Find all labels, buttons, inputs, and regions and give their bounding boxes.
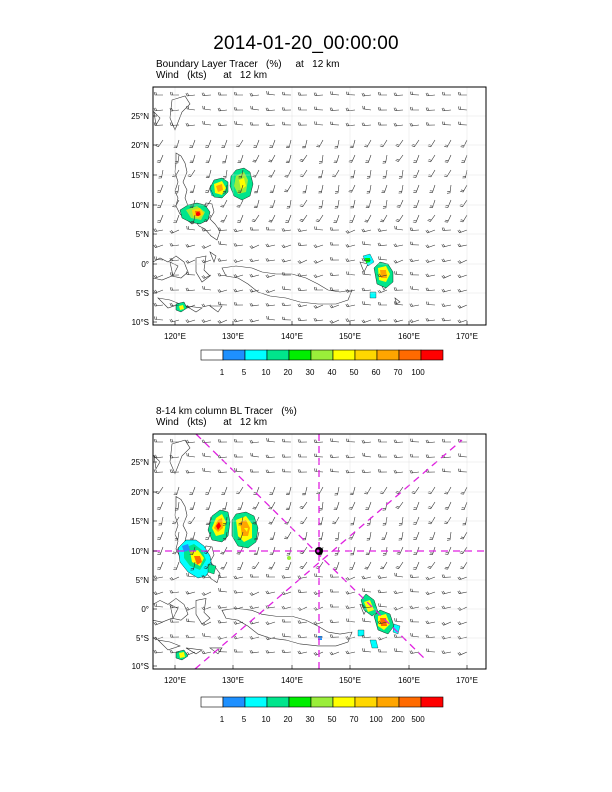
lat-tick-label: 15°N	[131, 171, 149, 180]
colorbar-label: 60	[371, 368, 381, 377]
colorbar-label: 20	[283, 715, 293, 724]
colorbar-swatch	[399, 350, 421, 360]
cross-section-center-dot	[317, 550, 320, 553]
colorbar-swatch	[333, 350, 355, 360]
panel2-colorbar-labels	[220, 715, 425, 724]
colorbar-swatch	[355, 350, 377, 360]
panel2-title: 8-14 km column BL Tracer (%)	[156, 406, 297, 417]
lon-tick-label: 160°E	[398, 676, 420, 685]
panel1-colorbar	[201, 350, 443, 360]
panel2-colorbar	[201, 697, 443, 707]
lon-tick-label: 130°E	[222, 676, 244, 685]
lat-tick-label: 5°N	[135, 576, 149, 585]
lon-tick-label: 140°E	[281, 676, 303, 685]
colorbar-label: 50	[327, 715, 337, 724]
lat-tick-label: 0°	[141, 260, 149, 269]
colorbar-label: 70	[393, 368, 403, 377]
colorbar-swatch	[245, 697, 267, 707]
colorbar-swatch	[421, 697, 443, 707]
colorbar-label: 5	[241, 715, 247, 724]
panel1-map	[131, 87, 486, 341]
lat-tick-label: 20°N	[131, 141, 149, 150]
panel2-lon-tick-labels	[164, 676, 478, 685]
lat-tick-label: 15°N	[131, 517, 149, 526]
colorbar-swatch	[399, 697, 421, 707]
colorbar-swatch	[311, 697, 333, 707]
colorbar-swatch	[267, 697, 289, 707]
colorbar-swatch	[289, 697, 311, 707]
panel1-lat-tick-labels	[131, 112, 149, 327]
colorbar-label: 100	[369, 715, 383, 724]
lat-tick-label: 10°S	[131, 318, 149, 327]
colorbar-label: 1	[219, 368, 225, 377]
figure-title: 2014-01-20_00:00:00	[213, 33, 399, 54]
lon-tick-label: 120°E	[164, 676, 186, 685]
panel2-lat-tick-labels	[131, 458, 149, 671]
colorbar-label: 10	[261, 715, 271, 724]
colorbar-label: 70	[349, 715, 359, 724]
colorbar-label: 5	[241, 368, 247, 377]
lat-tick-label: 0°	[141, 605, 149, 614]
lon-tick-label: 150°E	[339, 676, 361, 685]
lon-tick-label: 170°E	[456, 332, 478, 341]
colorbar-swatch	[289, 350, 311, 360]
panel1-subtitle: Wind (kts) at 12 km	[156, 70, 268, 81]
colorbar-swatch	[421, 350, 443, 360]
lon-tick-label: 160°E	[398, 332, 420, 341]
colorbar-label: 100	[411, 368, 425, 377]
colorbar-swatch	[333, 697, 355, 707]
panel2-map	[131, 434, 486, 685]
lon-tick-label: 130°E	[222, 332, 244, 341]
colorbar-label: 30	[305, 715, 315, 724]
colorbar-label: 50	[349, 368, 359, 377]
colorbar-swatch	[201, 697, 223, 707]
panel1-lon-tick-labels	[164, 332, 478, 341]
colorbar-swatch	[355, 697, 377, 707]
panel1-colorbar-labels	[220, 368, 425, 377]
lat-tick-label: 5°S	[136, 634, 149, 643]
panel1-title: Boundary Layer Tracer (%) at 12 km	[156, 59, 340, 70]
lat-tick-label: 10°N	[131, 547, 149, 556]
lat-tick-label: 25°N	[131, 458, 149, 467]
colorbar-label: 10	[261, 368, 271, 377]
colorbar-swatch	[245, 350, 267, 360]
lon-tick-label: 140°E	[281, 332, 303, 341]
panel2-subtitle: Wind (kts) at 12 km	[156, 417, 268, 428]
colorbar-swatch	[201, 350, 223, 360]
lat-tick-label: 5°S	[136, 289, 149, 298]
lat-tick-label: 25°N	[131, 112, 149, 121]
colorbar-swatch	[377, 350, 399, 360]
colorbar-label: 20	[283, 368, 293, 377]
lon-tick-label: 150°E	[339, 332, 361, 341]
colorbar-swatch	[223, 697, 245, 707]
colorbar-label: 500	[411, 715, 425, 724]
colorbar-label: 40	[327, 368, 337, 377]
colorbar-swatch	[311, 350, 333, 360]
lat-tick-label: 20°N	[131, 488, 149, 497]
lon-tick-label: 120°E	[164, 332, 186, 341]
colorbar-label: 200	[391, 715, 405, 724]
lon-tick-label: 170°E	[456, 676, 478, 685]
colorbar-label: 30	[305, 368, 315, 377]
lat-tick-label: 5°N	[135, 230, 149, 239]
colorbar-swatch	[377, 697, 399, 707]
lat-tick-label: 10°N	[131, 201, 149, 210]
colorbar-swatch	[267, 350, 289, 360]
colorbar-label: 1	[219, 715, 225, 724]
lat-tick-label: 10°S	[131, 662, 149, 671]
colorbar-swatch	[223, 350, 245, 360]
